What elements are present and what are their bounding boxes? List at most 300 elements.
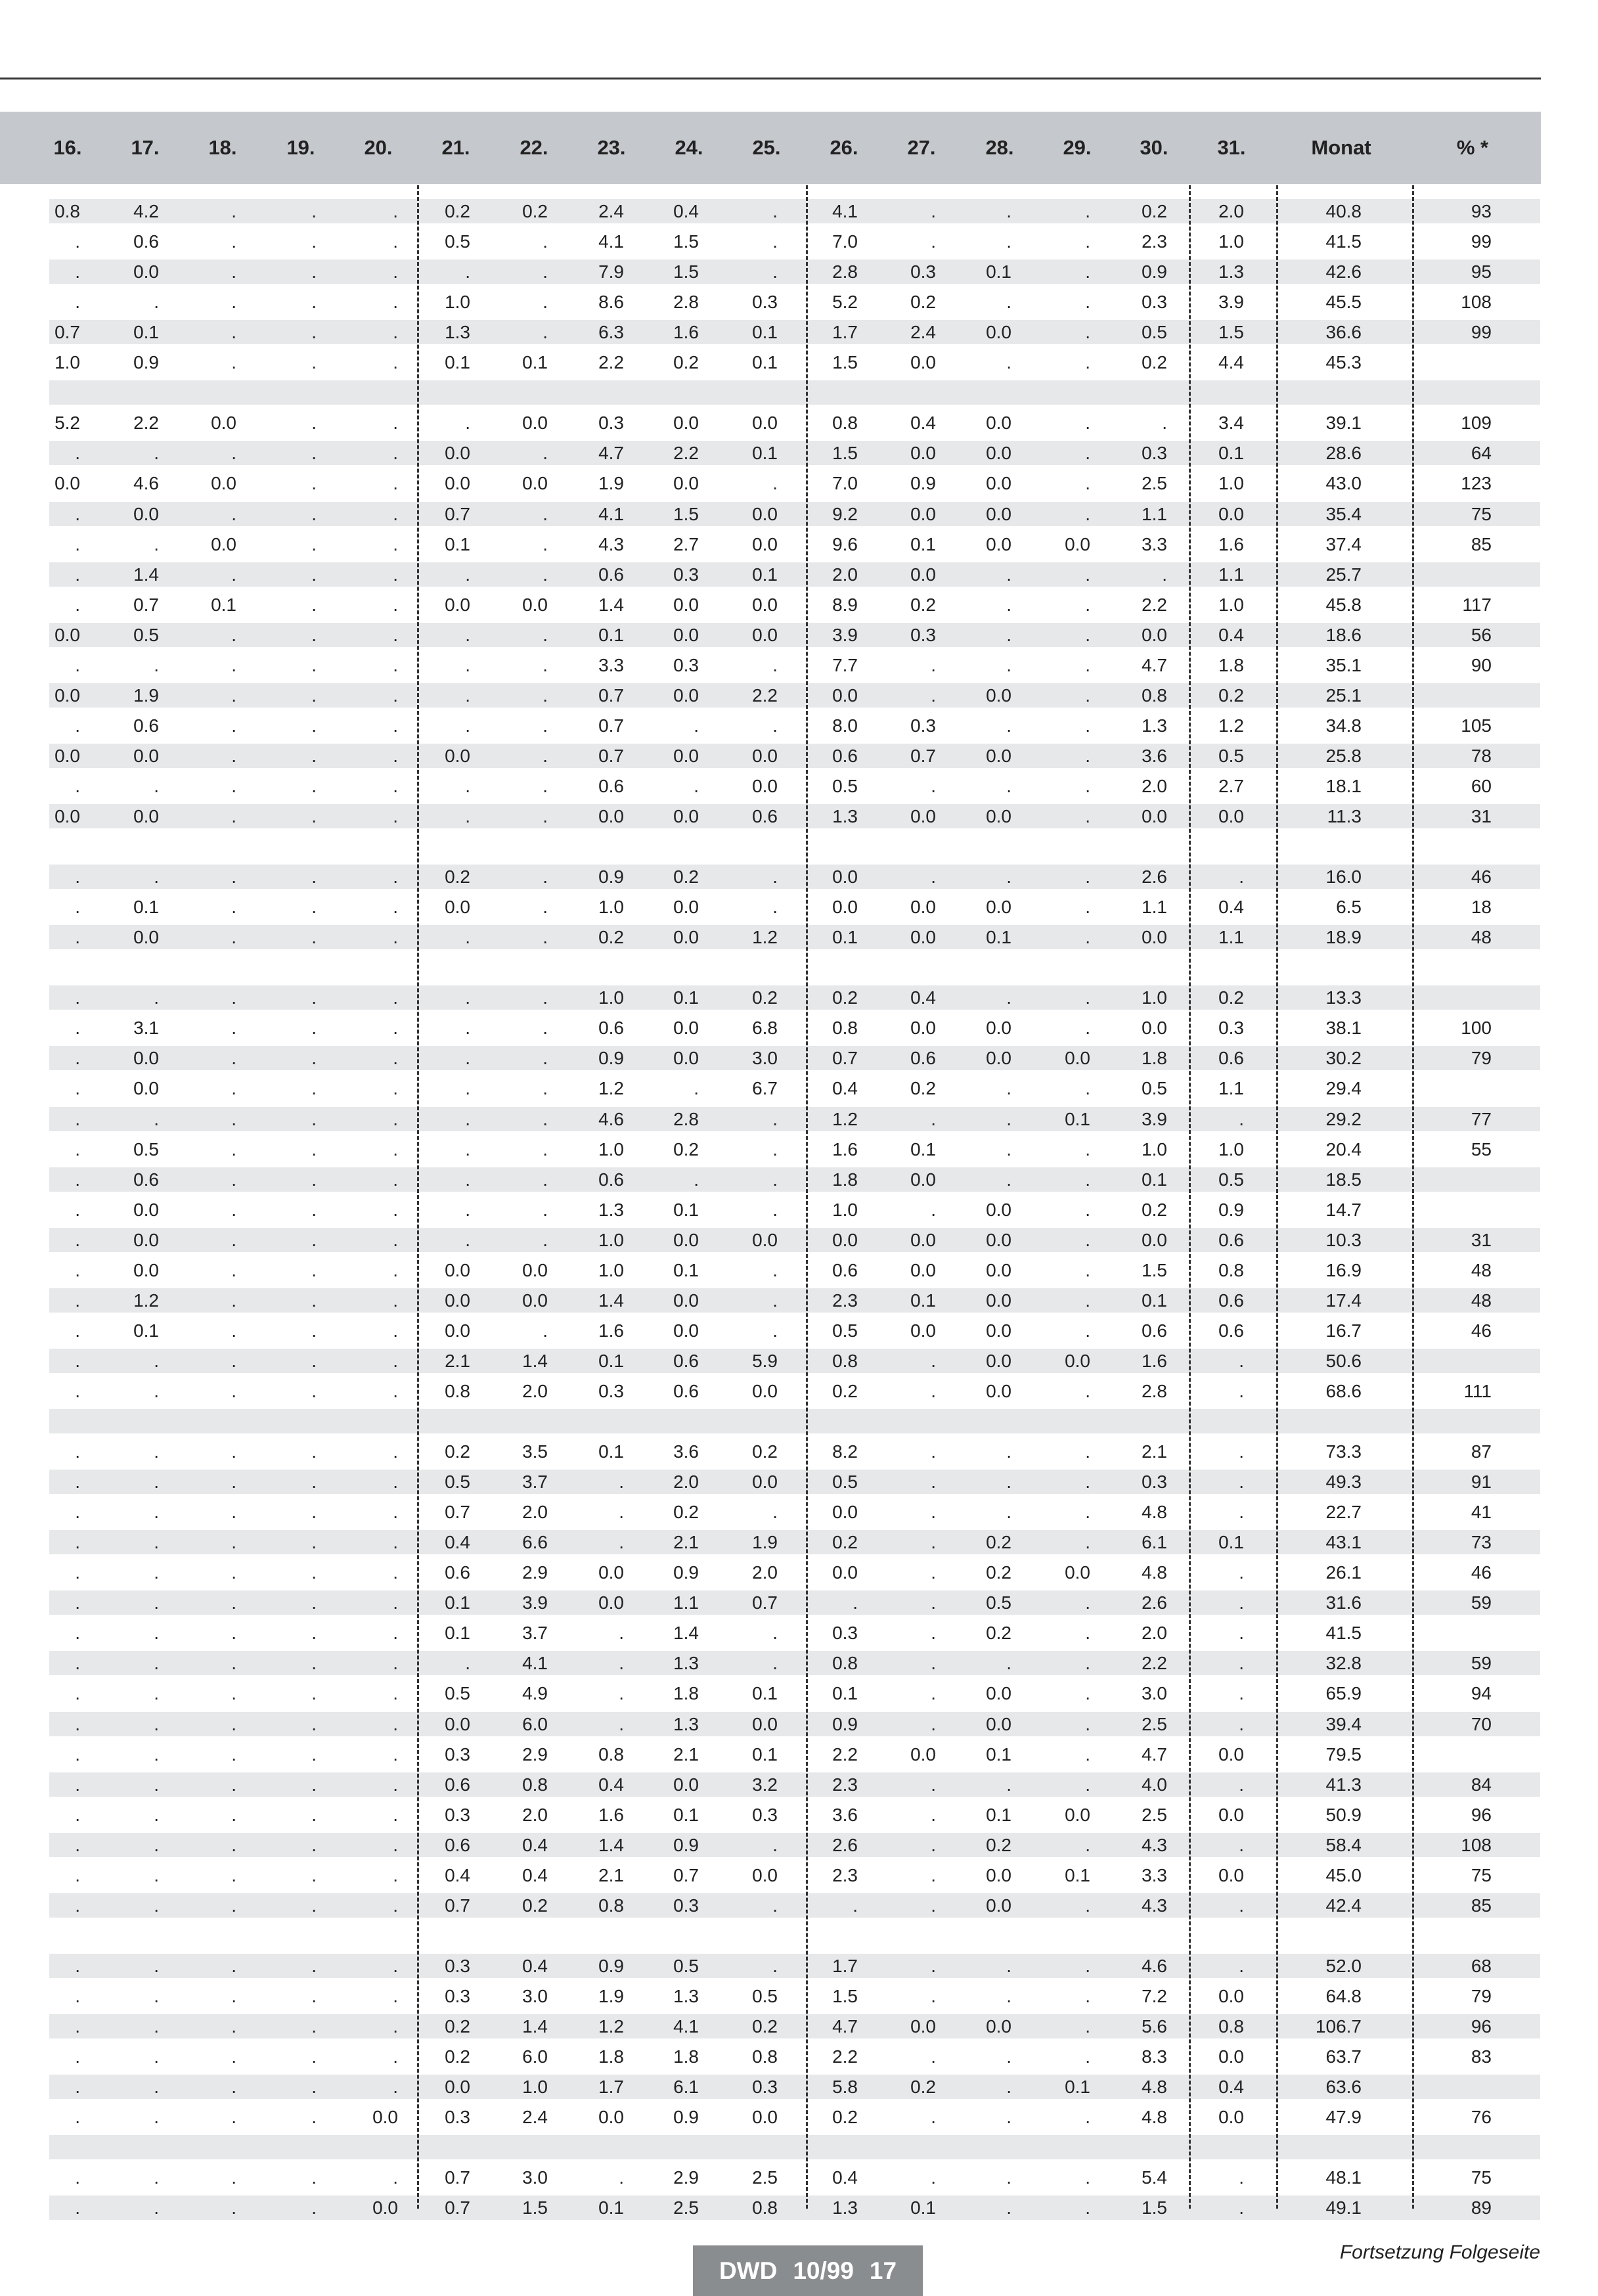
daily-value-cell: 0.2 [910,2077,936,2098]
daily-value-cell: 0.0 [986,533,1011,554]
daily-value-cell: 0.3 [598,413,624,434]
daily-value-cell: . [311,352,317,373]
daily-value-cell: . [931,1108,936,1129]
daily-value-cell: 0.8 [445,1380,470,1401]
monthly-total-cell: 18.5 [1325,1169,1362,1190]
daily-value-cell: . [1006,654,1011,675]
daily-value-cell: . [75,897,80,918]
daily-value-cell: 0.1 [133,1320,159,1341]
daily-value-cell: 0.0 [986,443,1011,464]
monthly-total-cell: 39.1 [1325,413,1362,434]
daily-value-cell: 0.0 [986,1864,1011,1885]
daily-value-cell: 0.0 [55,745,80,766]
daily-value-cell: 0.0 [133,806,159,826]
monthly-total-cell: 32.8 [1325,1653,1362,1674]
daily-value-cell: 0.0 [673,806,699,826]
daily-value-cell: . [772,1290,778,1311]
daily-value-cell: 0.0 [211,473,236,494]
daily-value-cell: 0.0 [752,1472,778,1493]
percent-cell: 93 [1471,201,1492,221]
daily-value-cell: . [231,1955,236,1976]
daily-value-cell: . [154,1380,159,1401]
monthly-total-cell: 49.3 [1325,1472,1362,1493]
daily-value-cell: 3.3 [598,654,624,675]
daily-value-cell: . [393,775,398,796]
daily-value-cell: 2.5 [1142,1804,1167,1825]
daily-value-cell: . [772,1502,778,1523]
daily-value-cell: . [543,564,548,585]
monthly-total-cell: 30.2 [1325,1048,1362,1069]
daily-value-cell: . [311,1744,317,1765]
daily-value-cell: . [311,927,317,948]
daily-value-cell: 0.0 [910,806,936,826]
percent-cell: 89 [1471,2197,1492,2218]
daily-value-cell: 0.2 [1142,1199,1167,1220]
daily-value-cell: 0.0 [673,745,699,766]
daily-value-cell: . [311,775,317,796]
daily-value-cell: . [311,1592,317,1613]
daily-value-cell: . [1239,2197,1244,2218]
daily-value-cell: . [231,503,236,524]
daily-value-cell: . [311,1138,317,1159]
daily-value-cell: . [1085,624,1090,645]
daily-value-cell: . [543,897,548,918]
daily-value-cell: . [75,2197,80,2218]
daily-value-cell: . [543,261,548,282]
daily-value-cell: . [465,806,470,826]
column-header: 21. [441,136,470,159]
daily-value-cell: 0.2 [673,1138,699,1159]
percent-cell: 75 [1471,2167,1492,2188]
daily-value-cell: 3.0 [522,2167,548,2188]
daily-value-cell: . [75,1199,80,1220]
daily-value-cell: 2.3 [832,1774,858,1795]
percent-cell: 70 [1471,1713,1492,1734]
percent-cell: 64 [1471,443,1492,464]
daily-value-cell: 0.3 [752,292,778,313]
daily-value-cell: . [231,1744,236,1765]
monthly-total-cell: 18.6 [1325,624,1362,645]
daily-value-cell: 1.7 [832,1955,858,1976]
daily-value-cell: . [311,2197,317,2218]
daily-value-cell: 0.5 [1142,1078,1167,1099]
daily-value-cell: . [231,1985,236,2006]
daily-value-cell: . [1006,1653,1011,1674]
column-header: 16. [53,136,82,159]
daily-value-cell: . [1006,2197,1011,2218]
daily-value-cell: 0.0 [986,1048,1011,1069]
daily-value-cell: 2.0 [832,564,858,585]
daily-value-cell: . [154,1804,159,1825]
daily-value-cell: 0.0 [986,745,1011,766]
column-header: 22. [520,136,548,159]
daily-value-cell: 3.4 [1218,413,1244,434]
daily-value-cell: 0.0 [1065,1350,1090,1371]
daily-value-cell: 0.0 [832,685,858,706]
daily-value-cell: . [393,322,398,343]
daily-value-cell: 2.7 [1218,775,1244,796]
daily-value-cell: 1.0 [1218,1138,1244,1159]
daily-value-cell: 2.0 [1142,1623,1167,1644]
daily-value-cell: 6.8 [752,1018,778,1039]
monthly-total-cell: 42.4 [1325,1895,1362,1916]
daily-value-cell: . [231,745,236,766]
daily-value-cell: 0.4 [910,413,936,434]
daily-value-cell: . [231,2016,236,2037]
daily-value-cell: . [465,1018,470,1039]
daily-value-cell: 3.5 [522,1441,548,1462]
daily-value-cell: . [543,231,548,252]
daily-value-cell: 0.6 [133,1169,159,1190]
monthly-total-cell: 14.7 [1325,1199,1362,1220]
daily-value-cell: . [1006,1078,1011,1099]
daily-value-cell: 1.8 [1142,1048,1167,1069]
daily-value-cell: 5.8 [832,2077,858,2098]
daily-value-cell: . [311,685,317,706]
daily-value-cell: . [619,1623,624,1644]
daily-value-cell: . [465,685,470,706]
daily-value-cell: 0.1 [1218,443,1244,464]
percent-cell: 111 [1463,1380,1492,1401]
daily-value-cell: . [393,1018,398,1039]
daily-value-cell: 1.4 [598,1834,624,1855]
daily-value-cell: 0.1 [445,533,470,554]
daily-value-cell: 0.0 [986,1683,1011,1704]
daily-value-cell: 0.1 [832,927,858,948]
daily-value-cell: 0.3 [752,2077,778,2098]
row-band [49,865,1540,889]
column-header: 26. [830,136,858,159]
daily-value-cell: 2.9 [522,1562,548,1583]
daily-value-cell: 0.0 [986,1320,1011,1341]
row-band [49,259,1540,284]
row-band [49,1772,1540,1797]
daily-value-cell: 0.9 [673,1562,699,1583]
daily-value-cell: 0.2 [752,1441,778,1462]
daily-value-cell: 1.2 [1218,715,1244,736]
daily-value-cell: . [543,1199,548,1220]
daily-value-cell: . [231,1804,236,1825]
daily-value-cell: . [75,1532,80,1553]
daily-value-cell: . [231,261,236,282]
daily-value-cell: 0.8 [598,1895,624,1916]
monthly-total-cell: 52.0 [1325,1955,1362,1976]
daily-value-cell: . [931,1985,936,2006]
column-divider [1189,185,1191,2209]
row-band [49,1833,1540,1857]
daily-value-cell: . [772,867,778,888]
daily-value-cell: . [465,654,470,675]
daily-value-cell: . [543,806,548,826]
daily-value-cell: . [931,1350,936,1371]
daily-value-cell: . [311,1895,317,1916]
row-band [49,985,1540,1010]
daily-value-cell: . [543,322,548,343]
daily-value-cell: 0.4 [445,1532,470,1553]
monthly-total-cell: 6.5 [1336,897,1362,918]
percent-cell: 96 [1471,2016,1492,2037]
daily-value-cell: . [543,867,548,888]
daily-value-cell: 0.1 [752,1744,778,1765]
daily-value-cell: 0.2 [445,2016,470,2037]
monthly-total-cell: 20.4 [1325,1138,1362,1159]
daily-value-cell: 0.1 [986,1744,1011,1765]
daily-value-cell: . [1085,685,1090,706]
daily-value-cell: 0.1 [673,987,699,1008]
daily-value-cell: 0.0 [445,745,470,766]
daily-value-cell: . [231,1472,236,1493]
daily-value-cell: . [853,1895,858,1916]
daily-value-cell: . [154,1472,159,1493]
daily-value-cell: . [75,1895,80,1916]
daily-value-cell: 0.0 [986,1290,1011,1311]
daily-value-cell: . [393,1955,398,1976]
daily-value-cell: . [1085,292,1090,313]
row-band [49,502,1540,526]
daily-value-cell: 0.0 [673,413,699,434]
daily-value-cell: 6.1 [673,2077,699,2098]
daily-value-cell: . [1085,1744,1090,1765]
daily-value-cell: . [393,715,398,736]
daily-value-cell: . [231,1380,236,1401]
daily-value-cell: . [311,654,317,675]
row-band [49,1651,1540,1675]
row-band [49,804,1540,828]
daily-value-cell: 2.9 [522,1744,548,1765]
daily-value-cell: . [619,1472,624,1493]
daily-value-cell: . [75,1955,80,1976]
daily-value-cell: 0.2 [522,201,548,221]
daily-value-cell: . [1085,503,1090,524]
daily-value-cell: . [393,654,398,675]
daily-value-cell: . [154,1592,159,1613]
daily-value-cell: 0.0 [1065,1804,1090,1825]
daily-value-cell: . [543,1320,548,1341]
daily-value-cell: . [1006,231,1011,252]
daily-value-cell: . [75,927,80,948]
daily-value-cell: . [75,2046,80,2067]
daily-value-cell: . [75,1078,80,1099]
daily-value-cell: . [231,1199,236,1220]
daily-value-cell: 6.3 [598,322,624,343]
daily-value-cell: 2.3 [832,1864,858,1885]
daily-value-cell: 1.6 [673,322,699,343]
daily-value-cell: . [465,987,470,1008]
daily-value-cell: . [393,1985,398,2006]
daily-value-cell: . [75,1804,80,1825]
percent-cell: 68 [1471,1955,1492,1976]
daily-value-cell: 0.2 [910,292,936,313]
daily-value-cell: 0.0 [598,806,624,826]
daily-value-cell: 0.4 [1218,2077,1244,2098]
daily-value-cell: 0.0 [986,1713,1011,1734]
daily-value-cell: . [1006,624,1011,645]
daily-value-cell: 0.0 [445,2077,470,2098]
daily-value-cell: . [311,867,317,888]
badge-label: DWD [719,2257,778,2284]
daily-value-cell: . [543,624,548,645]
daily-value-cell: 0.1 [910,533,936,554]
daily-value-cell: 2.0 [673,1472,699,1493]
daily-value-cell: 1.0 [1142,1138,1167,1159]
daily-value-cell: 1.0 [1218,231,1244,252]
daily-value-cell: . [393,1169,398,1190]
daily-value-cell: 0.6 [133,715,159,736]
daily-value-cell: . [311,473,317,494]
daily-value-cell: 0.9 [673,1834,699,1855]
column-header: 17. [131,136,160,159]
daily-value-cell: . [393,1774,398,1795]
daily-value-cell: 1.0 [598,987,624,1008]
daily-value-cell: . [154,292,159,313]
daily-value-cell: . [1162,413,1167,434]
daily-value-cell: 0.0 [986,1229,1011,1250]
daily-value-cell: 0.6 [1218,1290,1244,1311]
daily-value-cell: 0.0 [752,624,778,645]
daily-value-cell: . [75,2167,80,2188]
daily-value-cell: . [75,1562,80,1583]
daily-value-cell: 4.8 [1142,1562,1167,1583]
daily-value-cell: . [1239,1683,1244,1704]
row-band [49,2075,1540,2099]
percent-cell: 108 [1461,1834,1492,1855]
daily-value-cell: 1.5 [832,443,858,464]
percent-cell: 100 [1461,1018,1492,1039]
daily-value-cell: . [931,1955,936,1976]
row-band [49,623,1540,647]
daily-value-cell: 1.8 [673,2046,699,2067]
daily-value-cell: . [853,1592,858,1613]
daily-value-cell: . [311,1199,317,1220]
daily-value-cell: . [393,1259,398,1280]
daily-value-cell: 1.0 [598,1259,624,1280]
daily-value-cell: . [465,1653,470,1674]
daily-value-cell: 9.6 [832,533,858,554]
daily-value-cell: 0.2 [832,2107,858,2128]
daily-value-cell: 0.0 [55,806,80,826]
daily-value-cell: 0.4 [522,1864,548,1885]
daily-value-cell: 2.5 [752,2167,778,2188]
daily-value-cell: . [1085,1138,1090,1159]
daily-value-cell: . [465,564,470,585]
daily-value-cell: . [75,1502,80,1523]
daily-value-cell: 0.0 [1218,1985,1244,2006]
daily-value-cell: . [75,503,80,524]
daily-value-cell: 0.0 [211,413,236,434]
daily-value-cell: . [1239,1441,1244,1462]
daily-value-cell: 0.5 [752,1985,778,2006]
daily-value-cell: 0.3 [673,564,699,585]
daily-value-cell: 0.6 [673,1380,699,1401]
daily-value-cell: . [1085,2197,1090,2218]
daily-value-cell: . [619,1713,624,1734]
column-header: 28. [985,136,1014,159]
daily-value-cell: 0.0 [910,2016,936,2037]
daily-value-cell: 0.8 [598,1744,624,1765]
daily-value-cell: 0.0 [1218,503,1244,524]
daily-value-cell: 0.0 [1218,1744,1244,1765]
daily-value-cell: 0.0 [832,867,858,888]
daily-value-cell: 0.0 [986,503,1011,524]
monthly-total-cell: 45.0 [1325,1864,1362,1885]
percent-cell: 96 [1471,1804,1492,1825]
daily-value-cell: . [931,1653,936,1674]
daily-value-cell: . [154,1502,159,1523]
daily-value-cell: 0.7 [832,1048,858,1069]
daily-value-cell: . [231,292,236,313]
daily-value-cell: . [772,1320,778,1341]
daily-value-cell: 2.1 [1142,1441,1167,1462]
daily-value-cell: 0.3 [673,1895,699,1916]
daily-value-cell: 1.4 [522,2016,548,2037]
daily-value-cell: 4.1 [598,231,624,252]
daily-value-cell: . [1006,2107,1011,2128]
daily-value-cell: 0.7 [673,1864,699,1885]
daily-value-cell: . [393,1713,398,1734]
daily-value-cell: . [75,1380,80,1401]
daily-value-cell: 0.1 [752,443,778,464]
daily-value-cell: . [75,1048,80,1069]
daily-value-cell: 0.6 [1218,1229,1244,1250]
daily-value-cell: 0.6 [598,775,624,796]
daily-value-cell: . [1006,1441,1011,1462]
percent-cell: 76 [1471,2107,1492,2128]
daily-value-cell: . [75,1018,80,1039]
daily-value-cell: 0.6 [832,1259,858,1280]
daily-value-cell: . [931,1895,936,1916]
monthly-total-cell: 50.6 [1325,1350,1362,1371]
daily-value-cell: . [75,1320,80,1341]
daily-value-cell: . [393,1562,398,1583]
daily-value-cell: . [311,745,317,766]
daily-value-cell: . [465,624,470,645]
percent-cell: 55 [1471,1138,1492,1159]
daily-value-cell: 0.1 [986,261,1011,282]
daily-value-cell: 0.6 [1218,1320,1244,1341]
daily-value-cell: 0.0 [752,1229,778,1250]
daily-value-cell: . [393,443,398,464]
daily-value-cell: . [772,1653,778,1674]
daily-value-cell: . [231,2107,236,2128]
daily-value-cell: . [231,775,236,796]
percent-cell: 95 [1471,261,1492,282]
daily-value-cell: 0.6 [910,1048,936,1069]
daily-value-cell: 2.8 [673,292,699,313]
percent-cell: 46 [1471,867,1492,888]
daily-value-cell: . [1085,1653,1090,1674]
percent-cell: 46 [1471,1562,1492,1583]
daily-value-cell: 0.0 [752,413,778,434]
daily-value-cell: 1.1 [673,1592,699,1613]
column-header: % * [1456,136,1489,159]
daily-value-cell: . [154,2197,159,2218]
daily-value-cell: . [393,1864,398,1885]
percent-cell: 46 [1471,1320,1492,1341]
daily-value-cell: 0.0 [986,1018,1011,1039]
daily-value-cell: . [231,624,236,645]
monthly-total-cell: 16.0 [1325,867,1362,888]
daily-value-cell: 8.2 [832,1441,858,1462]
daily-value-cell: 0.5 [133,1138,159,1159]
daily-value-cell: 2.0 [522,1804,548,1825]
daily-value-cell: . [543,1108,548,1129]
monthly-total-cell: 73.3 [1325,1441,1362,1462]
row-band [49,925,1540,949]
daily-value-cell: 0.2 [986,1532,1011,1553]
daily-value-cell: . [393,806,398,826]
daily-value-cell: 0.5 [133,624,159,645]
daily-value-cell: 0.1 [673,1804,699,1825]
